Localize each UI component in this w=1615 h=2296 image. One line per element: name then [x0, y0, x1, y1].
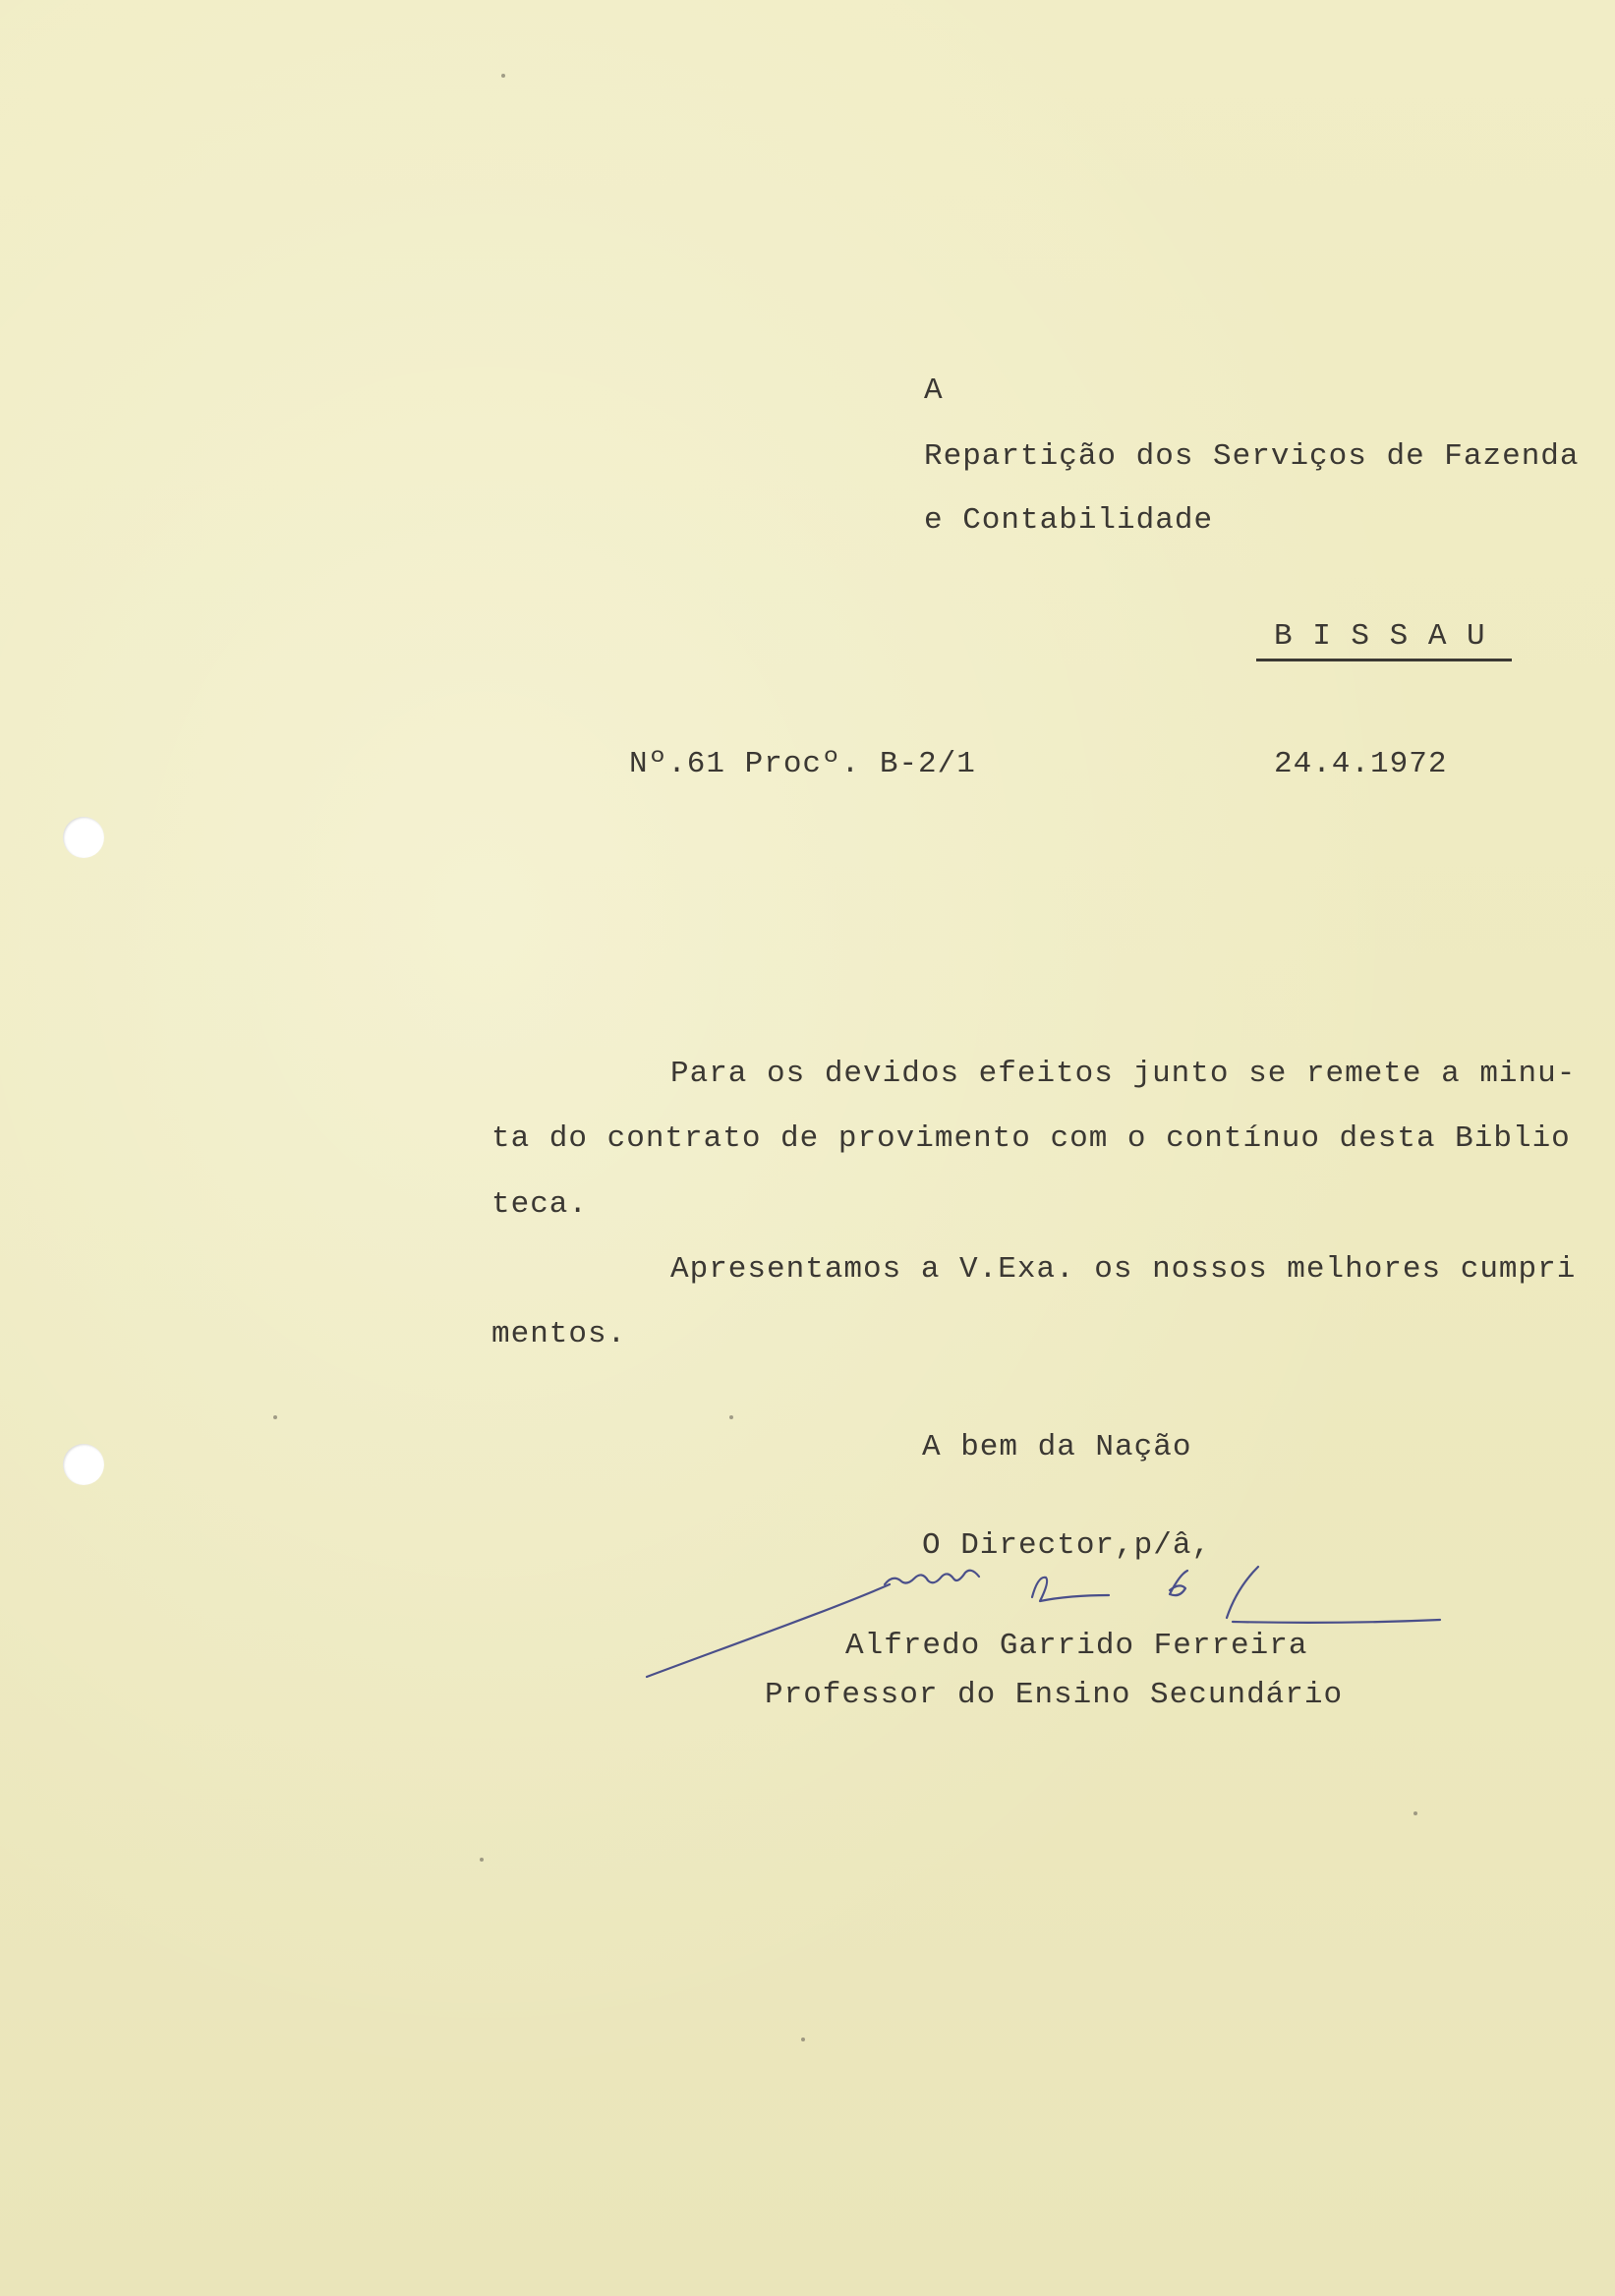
body-p2-line-2: mentos. [491, 1317, 627, 1351]
body-p1-line-2: ta do contrato de provimento com o contínuo desta Biblio [491, 1121, 1571, 1156]
body-p1-line-3: teca. [491, 1187, 589, 1222]
signature-stroke [1233, 1620, 1440, 1623]
addressee-line-2: e Contabilidade [924, 503, 1214, 538]
addressee-line-1: Repartição dos Serviços de Fazenda [924, 439, 1580, 474]
addressee-prefix: A [924, 373, 944, 408]
signatory-name: Alfredo Garrido Ferreira [845, 1629, 1308, 1663]
signature-stroke [885, 1571, 979, 1584]
addressee-city: B I S S A U [1274, 619, 1486, 654]
signatory-title: Professor do Ensino Secundário [765, 1678, 1344, 1712]
closing-salutation: A bem da Nação [922, 1430, 1192, 1464]
document-date: 24.4.1972 [1274, 747, 1448, 781]
reference-number: Nº.61 Procº. B-2/1 [629, 747, 976, 781]
signature-stroke [1227, 1567, 1258, 1618]
signatory-role: O Director,p/â, [922, 1528, 1212, 1563]
body-p1-line-1: Para os devidos efeitos junto se remete a minu- [670, 1057, 1577, 1091]
body-p2-line-1: Apresentamos a V.Exa. os nossos melhores cumpri [670, 1252, 1577, 1287]
signature-stroke [1170, 1571, 1187, 1595]
signature-stroke [1032, 1578, 1109, 1601]
